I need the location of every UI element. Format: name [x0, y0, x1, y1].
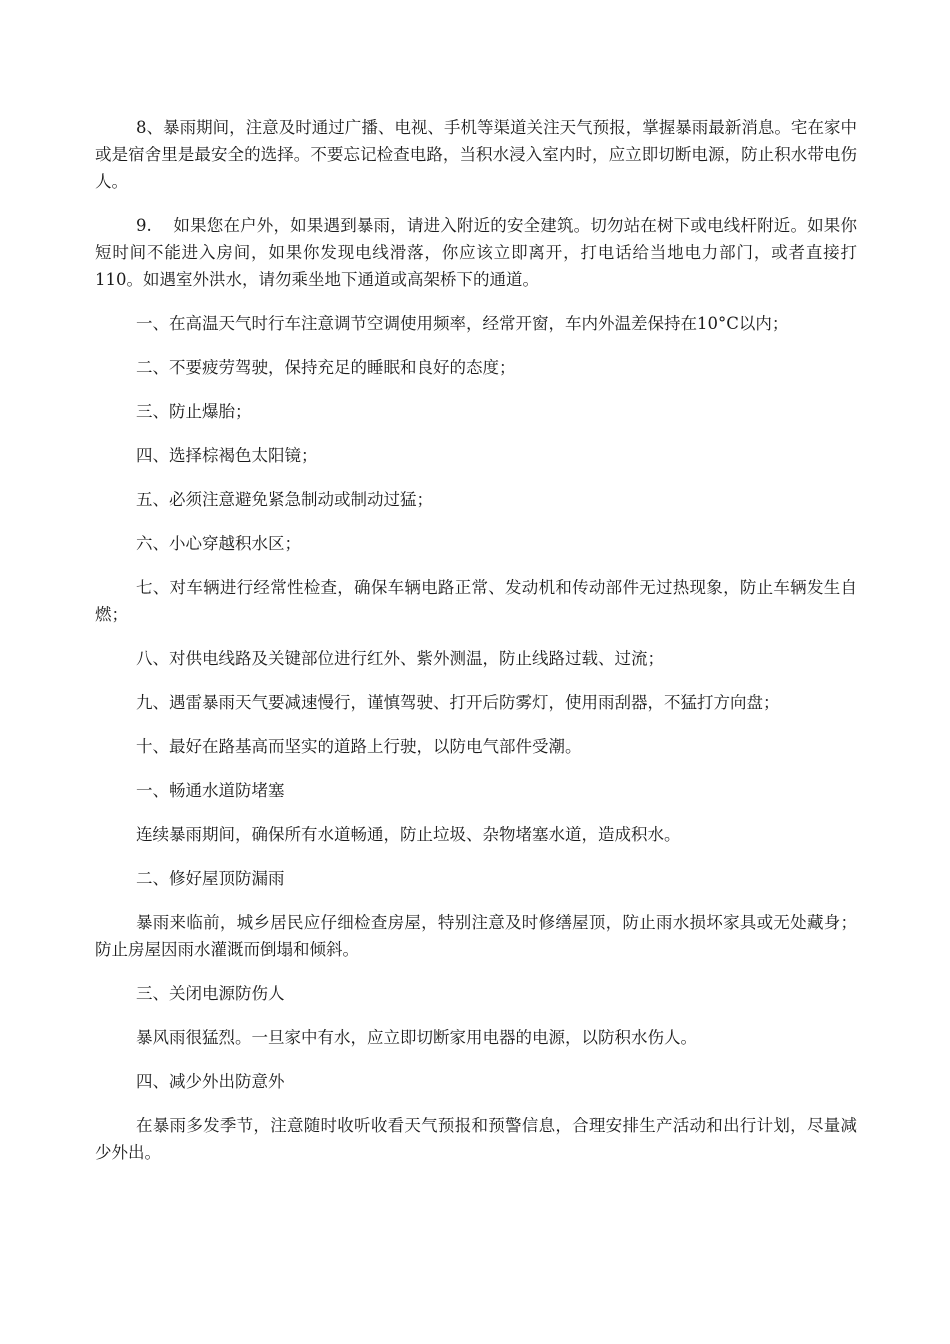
paragraph-driving-7: 七、对车辆进行经常性检查，确保车辆电路正常、发动机和传动部件无过热现象，防止车辆发生自燃； — [95, 578, 857, 624]
paragraph-driving-4: 四、选择棕褐色太阳镜； — [136, 446, 318, 465]
paragraph-driving-1: 一、在高温天气时行车注意调节空调使用频率，经常开窗，车内外温差保持在10°C以内； — [136, 314, 789, 333]
paragraph-driving-8: 八、对供电线路及关键部位进行红外、紫外测温，防止线路过载、过流； — [136, 649, 664, 668]
paragraph-driving-2: 二、不要疲劳驾驶，保持充足的睡眠和良好的态度； — [136, 358, 516, 377]
paragraph-8-rainstorm-news: 8、暴雨期间，注意及时通过广播、电视、手机等渠道关注天气预报，掌握暴雨最新消息。宅在家中或是宿舍里是最安全的选择。不要忘记检查电路，当积水浸入室内时，应立即切断电源，防止积水带电伤人。 — [95, 118, 857, 191]
paragraph-driving-5: 五、必须注意避免紧急制动或制动过猛； — [136, 490, 433, 509]
paragraph-driving-6: 六、小心穿越积水区； — [136, 534, 301, 553]
document-page — [95, 114, 857, 1183]
heading-power: 三、关闭电源防伤人 — [136, 984, 285, 1003]
paragraph-power: 暴风雨很猛烈。一旦家中有水，应立即切断家用电器的电源，以防积水伤人。 — [136, 1028, 697, 1047]
paragraph-9-outdoor-safety: 9. 如果您在户外，如果遇到暴雨，请进入附近的安全建筑。切勿站在树下或电线杆附近。如果你短时间不能进入房间，如果你发现电线滑落，你应该立即离开，打电话给当地电力部门，或者直接打110。如遇室外洪水，请勿乘坐地下通道或高架桥下的通道。 — [95, 216, 857, 289]
paragraph-driving-9: 九、遇雷暴雨天气要减速慢行，谨慎驾驶、打开后防雾灯，使用雨刮器，不猛打方向盘； — [136, 693, 780, 712]
heading-outing: 四、减少外出防意外 — [136, 1072, 285, 1091]
paragraph-waterway: 连续暴雨期间，确保所有水道畅通，防止垃圾、杂物堵塞水道，造成积水。 — [136, 825, 681, 844]
paragraph-driving-10: 十、最好在路基高而坚实的道路上行驶，以防电气部件受潮。 — [136, 737, 582, 756]
heading-roof: 二、修好屋顶防漏雨 — [136, 869, 285, 888]
heading-waterway: 一、畅通水道防堵塞 — [136, 781, 285, 800]
paragraph-roof: 暴雨来临前，城乡居民应仔细检查房屋，特别注意及时修缮屋顶，防止雨水损坏家具或无处藏身；防止房屋因雨水灌溉而倒塌和倾斜。 — [95, 913, 857, 959]
paragraph-outing: 在暴雨多发季节，注意随时收听收看天气预报和预警信息，合理安排生产活动和出行计划，尽量减少外出。 — [95, 1116, 857, 1162]
paragraph-driving-3: 三、防止爆胎； — [136, 402, 252, 421]
